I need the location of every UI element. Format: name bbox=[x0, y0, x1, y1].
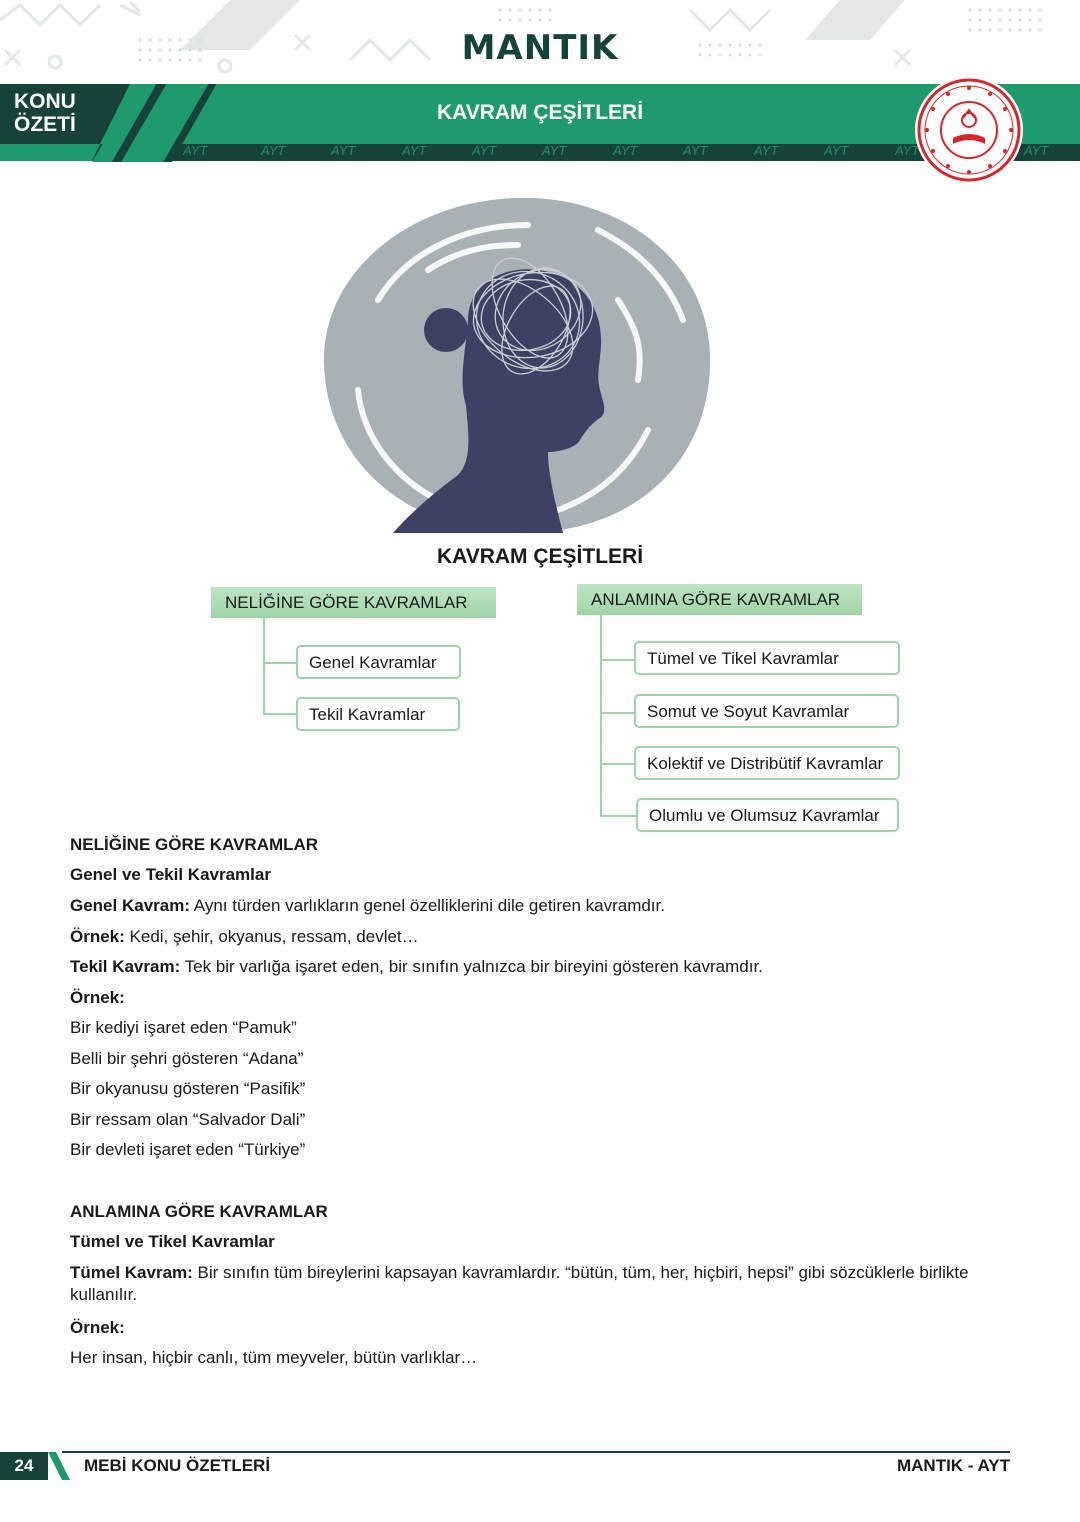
list-item: Bir ressam olan “Salvador Dali” bbox=[70, 1110, 306, 1129]
ayt-tag: AYT bbox=[895, 143, 920, 158]
ayt-tag: AYT bbox=[542, 143, 567, 158]
connector-line bbox=[600, 614, 602, 816]
connector-line bbox=[263, 713, 297, 715]
footer-rule bbox=[62, 1451, 1010, 1453]
list-item: Bir devleti işaret eden “Türkiye” bbox=[70, 1140, 306, 1159]
example-label: Örnek: bbox=[70, 1318, 125, 1337]
list-item: Belli bir şehri gösteren “Adana” bbox=[70, 1049, 304, 1068]
ayt-tag: AYT bbox=[1024, 143, 1049, 158]
list-item: Bir okyanusu gösteren “Pasifik” bbox=[70, 1079, 306, 1098]
map-node-genel: Genel Kavramlar bbox=[296, 645, 461, 679]
ayt-tag: AYT bbox=[472, 143, 497, 158]
ayt-tag: AYT bbox=[261, 143, 286, 158]
connector-line bbox=[600, 763, 635, 765]
ozeti-label: ÖZETİ bbox=[14, 113, 76, 136]
example-text: Her insan, hiçbir canlı, tüm meyveler, bütün varlıklar… bbox=[70, 1348, 478, 1367]
definition-tekil bbox=[70, 956, 1015, 978]
example-text: Kedi, şehir, okyanus, ressam, devlet… bbox=[124, 927, 419, 946]
connector-line bbox=[600, 659, 635, 661]
definition-text: Tek bir varlığa işaret eden, bir sınıfın yalnızca bir bireyini gösteren kavramdır. bbox=[180, 957, 763, 976]
concept-map-title: KAVRAM ÇEŞİTLERİ bbox=[436, 545, 644, 568]
konu-label: KONU bbox=[14, 90, 76, 113]
list-item: Bir kediyi işaret eden “Pamuk” bbox=[70, 1018, 297, 1037]
footer-slash-deco bbox=[40, 1452, 72, 1480]
ayt-tag: AYT bbox=[402, 143, 427, 158]
ayt-tag: AYT bbox=[331, 143, 356, 158]
ayt-tag: AYT bbox=[613, 143, 638, 158]
connector-line bbox=[600, 815, 637, 817]
section-heading-anlamina: ANLAMINA GÖRE KAVRAMLAR bbox=[70, 1202, 328, 1221]
map-node-kolektif-distributif: Kolektif ve Distribütif Kavramlar bbox=[634, 746, 900, 780]
footer-series-title: MEBİ KONU ÖZETLERİ bbox=[84, 1456, 271, 1475]
ayt-tag: AYT bbox=[754, 143, 779, 158]
map-node-somut-soyut: Somut ve Soyut Kavramlar bbox=[634, 694, 899, 728]
map-node-tekil: Tekil Kavramlar bbox=[296, 697, 460, 731]
term-label: Tümel Kavram: bbox=[70, 1263, 193, 1282]
section-heading-neligine: NELİĞİNE GÖRE KAVRAMLAR bbox=[70, 835, 319, 854]
footer-subject: MANTIK - AYT bbox=[896, 1456, 1010, 1475]
thinking-head-illustration bbox=[318, 190, 718, 540]
definition-tumel bbox=[70, 1262, 1015, 1306]
ministry-seal-icon bbox=[913, 74, 1025, 186]
ayt-tag: AYT bbox=[183, 143, 208, 158]
page-number: 24 bbox=[0, 1452, 48, 1480]
subheading-tumel-tikel: Tümel ve Tikel Kavramlar bbox=[70, 1232, 275, 1251]
definition-text: Aynı türden varlıkların genel özelliklerini dile getiren kavramdır. bbox=[190, 896, 665, 915]
ayt-tag: AYT bbox=[683, 143, 708, 158]
example-label: Örnek: bbox=[70, 927, 125, 946]
ayt-tag: AYT bbox=[824, 143, 849, 158]
connector-line bbox=[263, 618, 265, 714]
map-heading-anlamina: ANLAMINA GÖRE KAVRAMLAR bbox=[577, 584, 862, 615]
map-node-tumel-tikel: Tümel ve Tikel Kavramlar bbox=[634, 641, 900, 675]
connector-line bbox=[600, 712, 635, 714]
example-label: Örnek: bbox=[70, 988, 125, 1007]
definition-genel bbox=[70, 895, 1015, 917]
map-node-olumlu-olumsuz: Olumlu ve Olumsuz Kavramlar bbox=[636, 798, 899, 832]
map-heading-neligine: NELİĞİNE GÖRE KAVRAMLAR bbox=[211, 587, 496, 618]
connector-line bbox=[263, 662, 297, 664]
definition-text: Bir sınıfın tüm bireylerini kapsayan kavramlardır. “bütün, tüm, her, hiçbiri, hepsi” gibi sözcüklerle birlikte kullanılır. bbox=[70, 1263, 969, 1304]
subheading-genel-tekil: Genel ve Tekil Kavramlar bbox=[70, 865, 271, 884]
example-genel bbox=[70, 926, 1015, 948]
term-label: Genel Kavram: bbox=[70, 896, 190, 915]
konu-ozeti-label bbox=[14, 90, 114, 136]
subject-title: MANTIK bbox=[461, 28, 619, 68]
term-label: Tekil Kavram: bbox=[70, 957, 181, 976]
topic-title: KAVRAM ÇEŞİTLERİ bbox=[436, 101, 644, 124]
